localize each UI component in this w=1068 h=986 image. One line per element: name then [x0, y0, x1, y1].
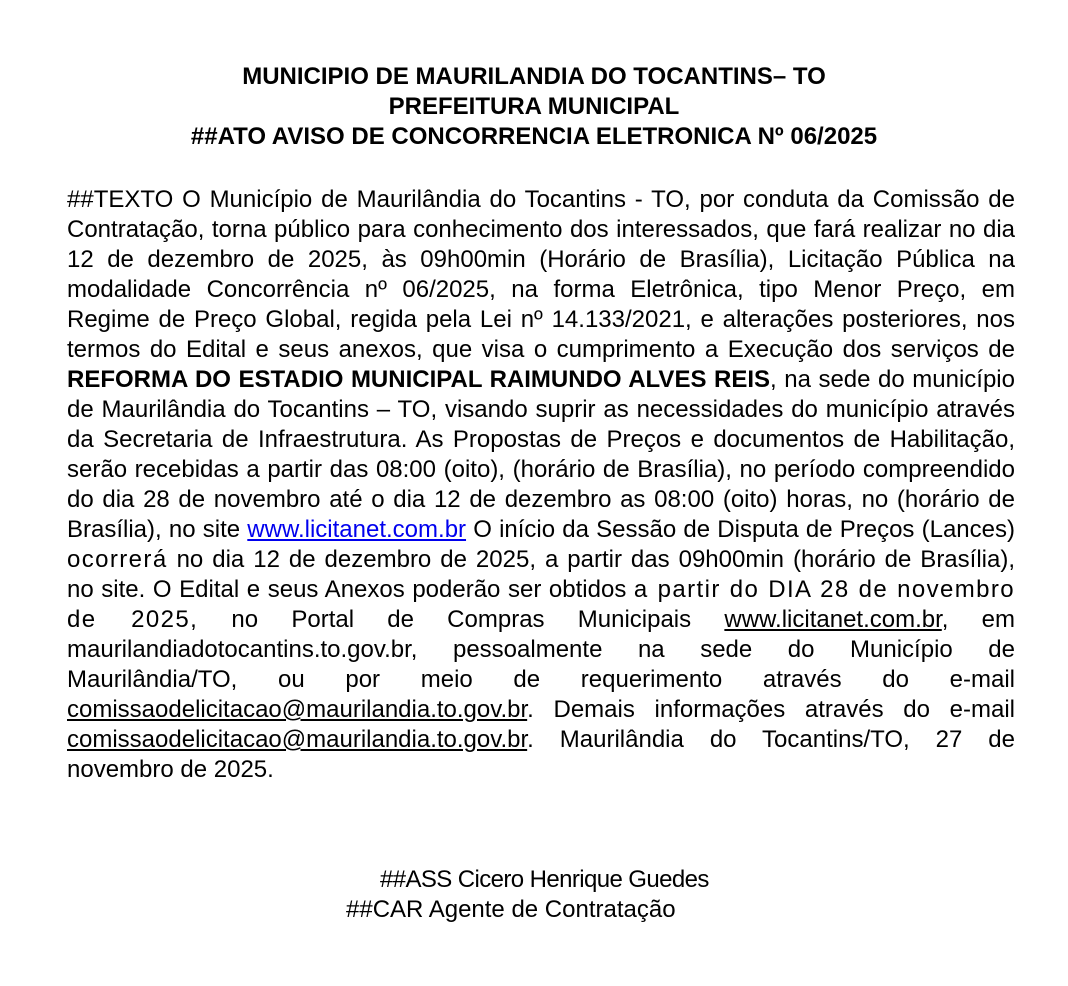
document-header: [0, 62, 1068, 152]
body-text-part: . Demais informações através do e-mail: [527, 696, 1015, 723]
email-link[interactable]: comissaodelicitacao@maurilandia.to.gov.br: [67, 696, 528, 723]
body-text-part: ##TEXTO O Município de Maurilândia do Tocantins - TO, por conduta da Comissão de Contratação, torna público para conhecimento dos interessados, que fará realizar no dia 12 de dezembro de 2025, às 09h00min (Horário de Brasília), Licitação Pública na modalidade Concorrência nº 06/2025, na forma Eletrônica, tipo Menor Preço, em Regime de Preço Global, regida pela Lei nº 14.133/2021, e alterações posteriores, nos termos do Edital e seus anexos, que visa o cumprimento a Execução dos serviços de: [67, 186, 1015, 363]
licitanet-link[interactable]: www.licitanet.com.br: [247, 516, 467, 543]
body-text-part: . Maurilândia do Tocantins/TO, 27 de novembro de 2025.: [67, 726, 1015, 783]
signature-block: [0, 865, 1068, 925]
spaced-text: ocorrerá: [67, 546, 168, 573]
act-title: ##ATO AVISO DE CONCORRENCIA ELETRONICA Nº 06/2025: [190, 123, 878, 150]
body-text-part: no dia 12 de dezembro de 2025, a partir das 09h00min (horário de Brasília), no site. O Edital e seus Anexos poderão ser obtidos: [67, 546, 1015, 603]
notice-body: [67, 185, 1015, 785]
spaced-text: a partir do DIA 28 de novembro de 2025,: [67, 576, 1015, 633]
signer-role: ##CAR Agente de Contratação: [346, 896, 676, 923]
body-text-part: , na sede do município de Maurilândia do Tocantins – TO, visando suprir as necessidades do município através da Secretaria de Infraestrutura. As Propostas de Preços e documentos de Habilitação, serão recebidas a partir das 08:00 (oito), (horário de Brasília), no período compreendido do dia 28 de novembro até o dia 12 de dezembro as 08:00 (oito) horas, no (horário de Brasília), no site: [67, 366, 1015, 543]
body-text-part: O início da Sessão de Disputa de Preços (Lances): [473, 516, 1015, 543]
licitanet-link-plain[interactable]: www.licitanet.com.br: [724, 606, 942, 633]
municipality-title: MUNICIPIO DE MAURILANDIA DO TOCANTINS– TO: [242, 63, 826, 90]
prefecture-title: PREFEITURA MUNICIPAL: [388, 93, 680, 120]
body-text-part: , em maurilandiadotocantins.to.gov.br, pessoalmente na sede do Município de Maurilândia/TO, ou por meio de requerimento através do e-mail: [67, 606, 1016, 693]
email-link[interactable]: comissaodelicitacao@maurilandia.to.gov.br: [67, 726, 528, 753]
object-title: REFORMA DO ESTADIO MUNICIPAL RAIMUNDO ALVES REIS: [67, 366, 771, 393]
body-text-part: no Portal de Compras Municipais: [231, 606, 692, 633]
signer-name: ##ASS Cicero Henrique Guedes: [380, 866, 709, 893]
